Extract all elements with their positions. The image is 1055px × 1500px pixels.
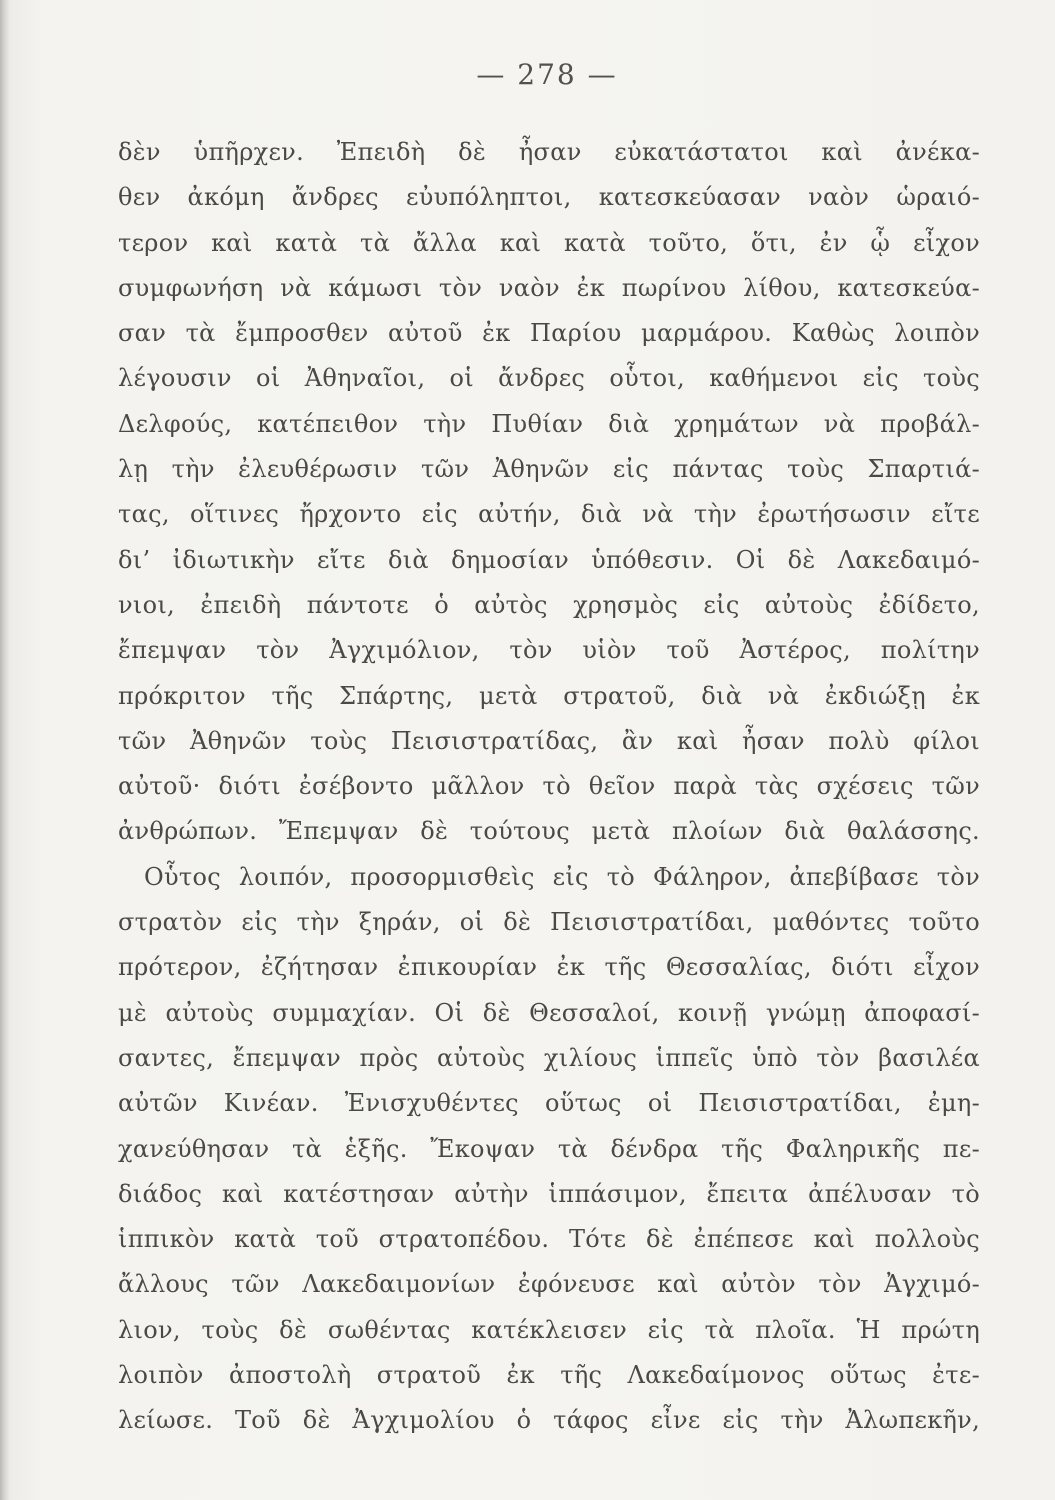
- text-line: σαντες, ἔπεμψαν πρὸς αὐτοὺς χιλίους ἱππεῖς ὑπὸ τὸν βασιλέα: [118, 1043, 980, 1072]
- text-line: ἱππικὸν κατὰ τοῦ στρατοπέδου. Τότε δὲ ἐπέπεσε καὶ πολλοὺς: [118, 1225, 980, 1254]
- paragraph-start-line: Οὗτος λοιπόν, προσορμισθεὶς εἰς τὸ Φάληρον, ἀπεβίβασε τὸν: [144, 862, 980, 891]
- text-line: σαν τὰ ἔμπροσθεν αὐτοῦ ἐκ Παρίου μαρμάρου. Καθὼς λοιπὸν: [118, 319, 980, 348]
- text-line: ἔπεμψαν τὸν Ἀγχιμόλιον, τὸν υἱὸν τοῦ Ἀστέρος, πολίτην: [118, 636, 980, 665]
- body-text: [118, 130, 980, 1444]
- text-line: λῃ τὴν ἐλευθέρωσιν τῶν Ἀθηνῶν εἰς πάντας τοὺς Σπαρτιά-: [118, 455, 980, 484]
- text-line: νιοι, ἐπειδὴ πάντοτε ὁ αὐτὸς χρησμὸς εἰς αὐτοὺς ἐδίδετο,: [118, 590, 980, 619]
- text-line: Δελφούς, κατέπειθον τὴν Πυθίαν διὰ χρημάτων νὰ προβάλ-: [118, 409, 980, 438]
- text-line: πρόκριτον τῆς Σπάρτης, μετὰ στρατοῦ, διὰ νὰ ἐκδιώξῃ ἐκ: [118, 681, 980, 710]
- page-number: — 278 —: [476, 58, 618, 91]
- text-line: διάδος καὶ κατέστησαν αὐτὴν ἱππάσιμον, ἔπειτα ἀπέλυσαν τὸ: [118, 1179, 980, 1208]
- text-line: συμφωνήση νὰ κάμωσι τὸν ναὸν ἐκ πωρίνου λίθου, κατεσκεύα-: [118, 273, 980, 302]
- text-line: αὐτῶν Κινέαν. Ἐνισχυθέντες οὕτως οἱ Πεισιστρατίδαι, ἐμη-: [118, 1089, 980, 1118]
- scan-edge-shadow: [0, 0, 10, 1500]
- text-line: χανεύθησαν τὰ ἑξῆς. Ἔκοψαν τὰ δένδρα τῆς Φαληρικῆς πε-: [118, 1134, 980, 1163]
- text-line: πρότερον, ἐζήτησαν ἐπικουρίαν ἐκ τῆς Θεσσαλίας, διότι εἶχον: [118, 953, 980, 982]
- text-line: στρατὸν εἰς τὴν ξηράν, οἱ δὲ Πεισιστρατίδαι, μαθόντες τοῦτο: [118, 908, 980, 937]
- text-line: λείωσε. Τοῦ δὲ Ἀγχιμολίου ὁ τάφος εἶνε εἰς τὴν Ἀλωπεκῆν,: [118, 1406, 980, 1435]
- text-line: τῶν Ἀθηνῶν τοὺς Πεισιστρατίδας, ἂν καὶ ἦσαν πολὺ φίλοι: [118, 726, 980, 755]
- text-line: δὲν ὑπῆρχεν. Ἐπειδὴ δὲ ἦσαν εὐκατάστατοι καὶ ἀνέκα-: [118, 138, 980, 166]
- text-line: λιον, τοὺς δὲ σωθέντας κατέκλεισεν εἰς τὰ πλοῖα. Ἡ πρώτη: [118, 1315, 980, 1344]
- text-line: ἀνθρώπων. Ἔπεμψαν δὲ τούτους μετὰ πλοίων διὰ θαλάσσης.: [118, 817, 980, 846]
- text-line: μὲ αὐτοὺς συμμαχίαν. Οἱ δὲ Θεσσαλοί, κοινῇ γνώμῃ ἀποφασί-: [118, 998, 980, 1027]
- text-line: δι’ ἰδιωτικὴν εἴτε διὰ δημοσίαν ὑπόθεσιν. Οἱ δὲ Λακεδαιμό-: [118, 545, 980, 574]
- text-line: ἄλλους τῶν Λακεδαιμονίων ἐφόνευσε καὶ αὐτὸν τὸν Ἀγχιμό-: [118, 1270, 980, 1299]
- text-line: θεν ἀκόμη ἄνδρες εὐυπόληπτοι, κατεσκεύασαν ναὸν ὡραιό-: [118, 183, 980, 212]
- text-line: αὐτοῦ· διότι ἐσέβοντο μᾶλλον τὸ θεῖον παρὰ τὰς σχέσεις τῶν: [118, 772, 980, 801]
- text-line: τας, οἵτινες ἤρχοντο εἰς αὐτήν, διὰ νὰ τὴν ἐρωτήσωσιν εἴτε: [118, 500, 980, 529]
- text-line: λοιπὸν ἀποστολὴ στρατοῦ ἐκ τῆς Λακεδαίμονος οὕτως ἐτε-: [118, 1361, 980, 1390]
- text-line: λέγουσιν οἱ Ἀθηναῖοι, οἱ ἄνδρες οὗτοι, καθήμενοι εἰς τοὺς: [118, 364, 980, 393]
- text-line: τερον καὶ κατὰ τὰ ἄλλα καὶ κατὰ τοῦτο, ὅτι, ἐν ᾧ εἶχον: [118, 228, 980, 257]
